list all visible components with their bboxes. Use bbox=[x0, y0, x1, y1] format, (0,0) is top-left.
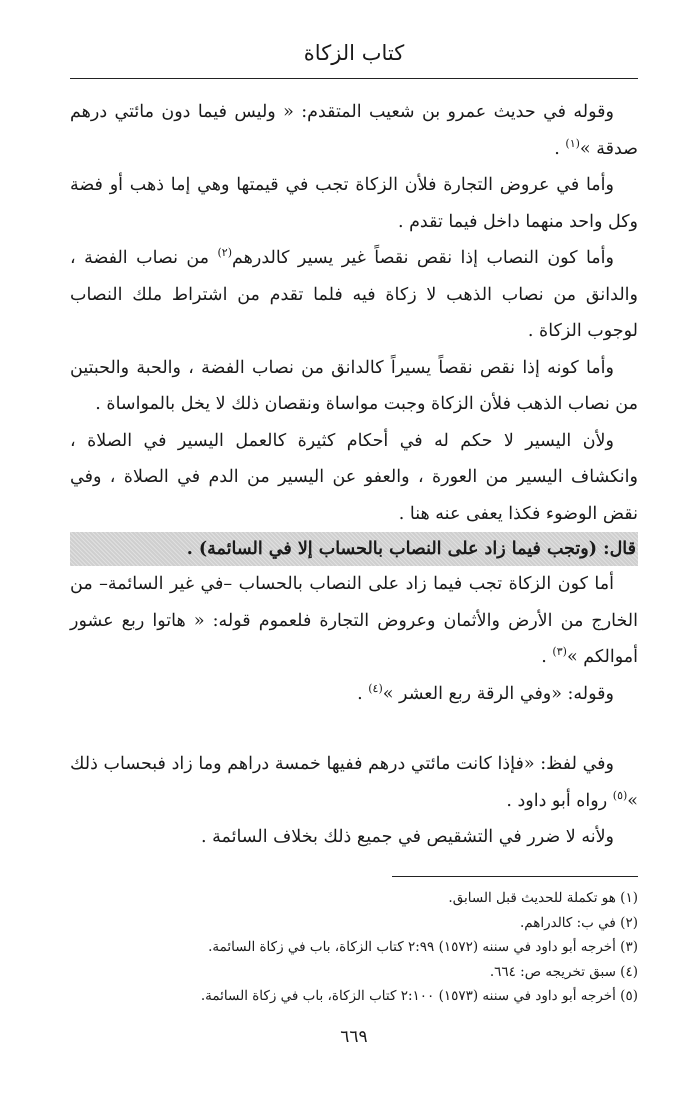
footnote-ref-1[interactable]: (١) bbox=[565, 136, 580, 150]
paragraph-text: أما كون الزكاة تجب فيما زاد على النصاب بالحساب –في غير السائمة– من الخارج من الأرض والأثمان وعروض التجارة فلعموم قوله: « هاتوا ربع عشور أموالكم » bbox=[70, 574, 638, 667]
paragraph-text: . bbox=[357, 683, 369, 704]
footnote-rule bbox=[392, 876, 638, 877]
paragraph-text: . bbox=[541, 647, 553, 667]
paragraph-6 bbox=[70, 566, 638, 676]
paragraph-9: ولأنه لا ضرر في التشقيص في جميع ذلك بخلاف السائمة . bbox=[200, 827, 614, 847]
paragraph-1 bbox=[70, 94, 638, 167]
paragraph-text: وقوله في حديث عمرو بن شعيب المتقدم: « وليس فيما دون مائتي درهم صدقة » bbox=[70, 102, 638, 159]
footnote-ref-3[interactable]: (٣) bbox=[552, 645, 567, 659]
main-text bbox=[70, 94, 638, 856]
paragraph-text: من نصاب الفضة ، والدانق من نصاب الذهب لا زكاة فيه فلما تقدم من اشتراط ملك النصاب لوجوب الزكاة . bbox=[70, 248, 638, 341]
footnote-2: (٢) في ب: كالدراهم. bbox=[519, 914, 638, 931]
footnote-ref-2[interactable]: (٢) bbox=[217, 246, 232, 260]
footnote-ref-4[interactable]: (٤) bbox=[368, 681, 383, 695]
footnote-1: (١) هو تكملة للحديث قبل السابق. bbox=[448, 890, 638, 906]
running-header: كتاب الزكاة bbox=[303, 41, 405, 65]
paragraph-3 bbox=[70, 240, 638, 350]
page-number: ٦٦٩ bbox=[340, 1027, 368, 1047]
header-rule bbox=[70, 78, 638, 79]
footnote-4: (٤) سبق تخريجه ص: ٦٦٤. bbox=[489, 963, 638, 980]
footnote-ref-5[interactable]: (٥) bbox=[612, 788, 628, 802]
paragraph-5: ولأن اليسير لا حكم له في أحكام كثيرة كالعمل اليسير في الصلاة ، وانكشاف اليسير من العورة ، والعفو عن اليسير من الدم في الصلاة ، وفي نقض الوضوء فكذا يعفى عنه هنا . bbox=[70, 430, 638, 524]
paragraph-text: . bbox=[554, 138, 566, 159]
paragraph-2: وأما في عروض التجارة فلأن الزكاة تجب في قيمتها وهي إما ذهب أو فضة وكل واحد منهما داخل فيما تقدم . bbox=[70, 175, 638, 232]
paragraph-text: وفي لفظ: «فإذا كانت مائتي درهم ففيها خمسة دراهم وما زاد فبحساب ذلك » bbox=[70, 754, 638, 811]
paragraph-7 bbox=[70, 676, 638, 713]
footnotes bbox=[70, 886, 638, 1009]
footnote-3: (٣) أخرجه أبو داود في سننه (١٥٧٢) ٢:٩٩ كتاب الزكاة، باب في زكاة السائمة. bbox=[208, 939, 638, 955]
footnote-5: (٥) أخرجه أبو داود في سننه (١٥٧٣) ٢:١٠٠ كتاب الزكاة، باب في زكاة السائمة. bbox=[200, 988, 638, 1004]
paragraph-8 bbox=[70, 746, 638, 819]
paragraph-4: وأما كونه إذا نقص نقصاً يسيراً كالدانق من نصاب الفضة ، والحبة والحبتين من نصاب الذهب فلأن الزكاة وجبت مواساة ونقصان ذلك لا يخل بالمواساة . bbox=[70, 357, 638, 414]
section-heading: قال: (وتجب فيما زاد على النصاب بالحساب إلا في السائمة) . bbox=[70, 532, 638, 566]
paragraph-text: وأما كون النصاب إذا نقص نقصاً غير يسير كالدرهم bbox=[232, 248, 614, 268]
paragraph-text: وقوله: «وفي الرقة ربع العشر » bbox=[382, 683, 614, 704]
paragraph-text: رواه أبو داود . bbox=[506, 790, 613, 811]
